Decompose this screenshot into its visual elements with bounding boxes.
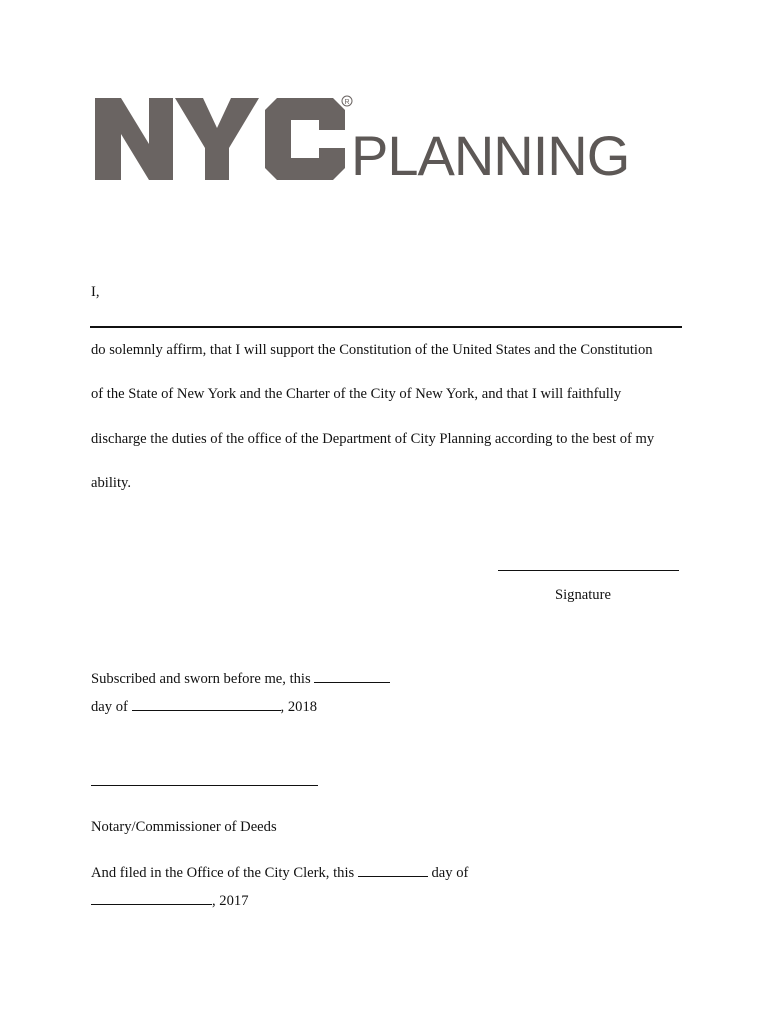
- day-of-text: day of: [91, 699, 128, 715]
- svg-text:R: R: [344, 99, 350, 106]
- affirmation-line-4: ability.: [91, 475, 131, 491]
- day-of-line: [91, 697, 317, 716]
- day-of-month-blank[interactable]: [132, 697, 281, 711]
- subscribed-text: Subscribed and sworn before me, this: [91, 671, 311, 687]
- signature-label: Signature: [555, 587, 611, 603]
- name-blank-line[interactable]: [90, 326, 682, 328]
- subscribed-day-blank[interactable]: [314, 669, 390, 683]
- logo-planning-text: PLANNING: [351, 124, 630, 187]
- notary-signature-blank-line[interactable]: [91, 785, 318, 786]
- filed-day-blank[interactable]: [358, 863, 428, 877]
- nyc-logo-mark: [93, 92, 353, 192]
- day-of-year-text: , 2018: [280, 699, 318, 715]
- filed-year-text: , 2017: [212, 893, 249, 909]
- intro-text: I,: [91, 284, 100, 300]
- filed-year-line: [91, 891, 248, 910]
- affirmation-line-1: do solemnly affirm, that I will support the Constitution of the United States and the Constitution: [91, 342, 653, 358]
- affirmation-line-2: of the State of New York and the Charter of the City of New York, and that I will faithfully: [91, 386, 622, 402]
- filed-month-blank[interactable]: [91, 891, 212, 905]
- subscribed-line: [91, 669, 390, 688]
- signature-blank-line[interactable]: [498, 570, 679, 571]
- filed-text: And filed in the Office of the City Clerk, this: [91, 865, 355, 881]
- filed-day-of-text: day of: [431, 865, 469, 881]
- filed-line: [91, 863, 468, 882]
- nyc-planning-logo: [93, 92, 683, 192]
- affirmation-line-3: discharge the duties of the office of the Department of City Planning according to the best of my: [91, 431, 655, 447]
- notary-label: Notary/Commissioner of Deeds: [91, 819, 277, 835]
